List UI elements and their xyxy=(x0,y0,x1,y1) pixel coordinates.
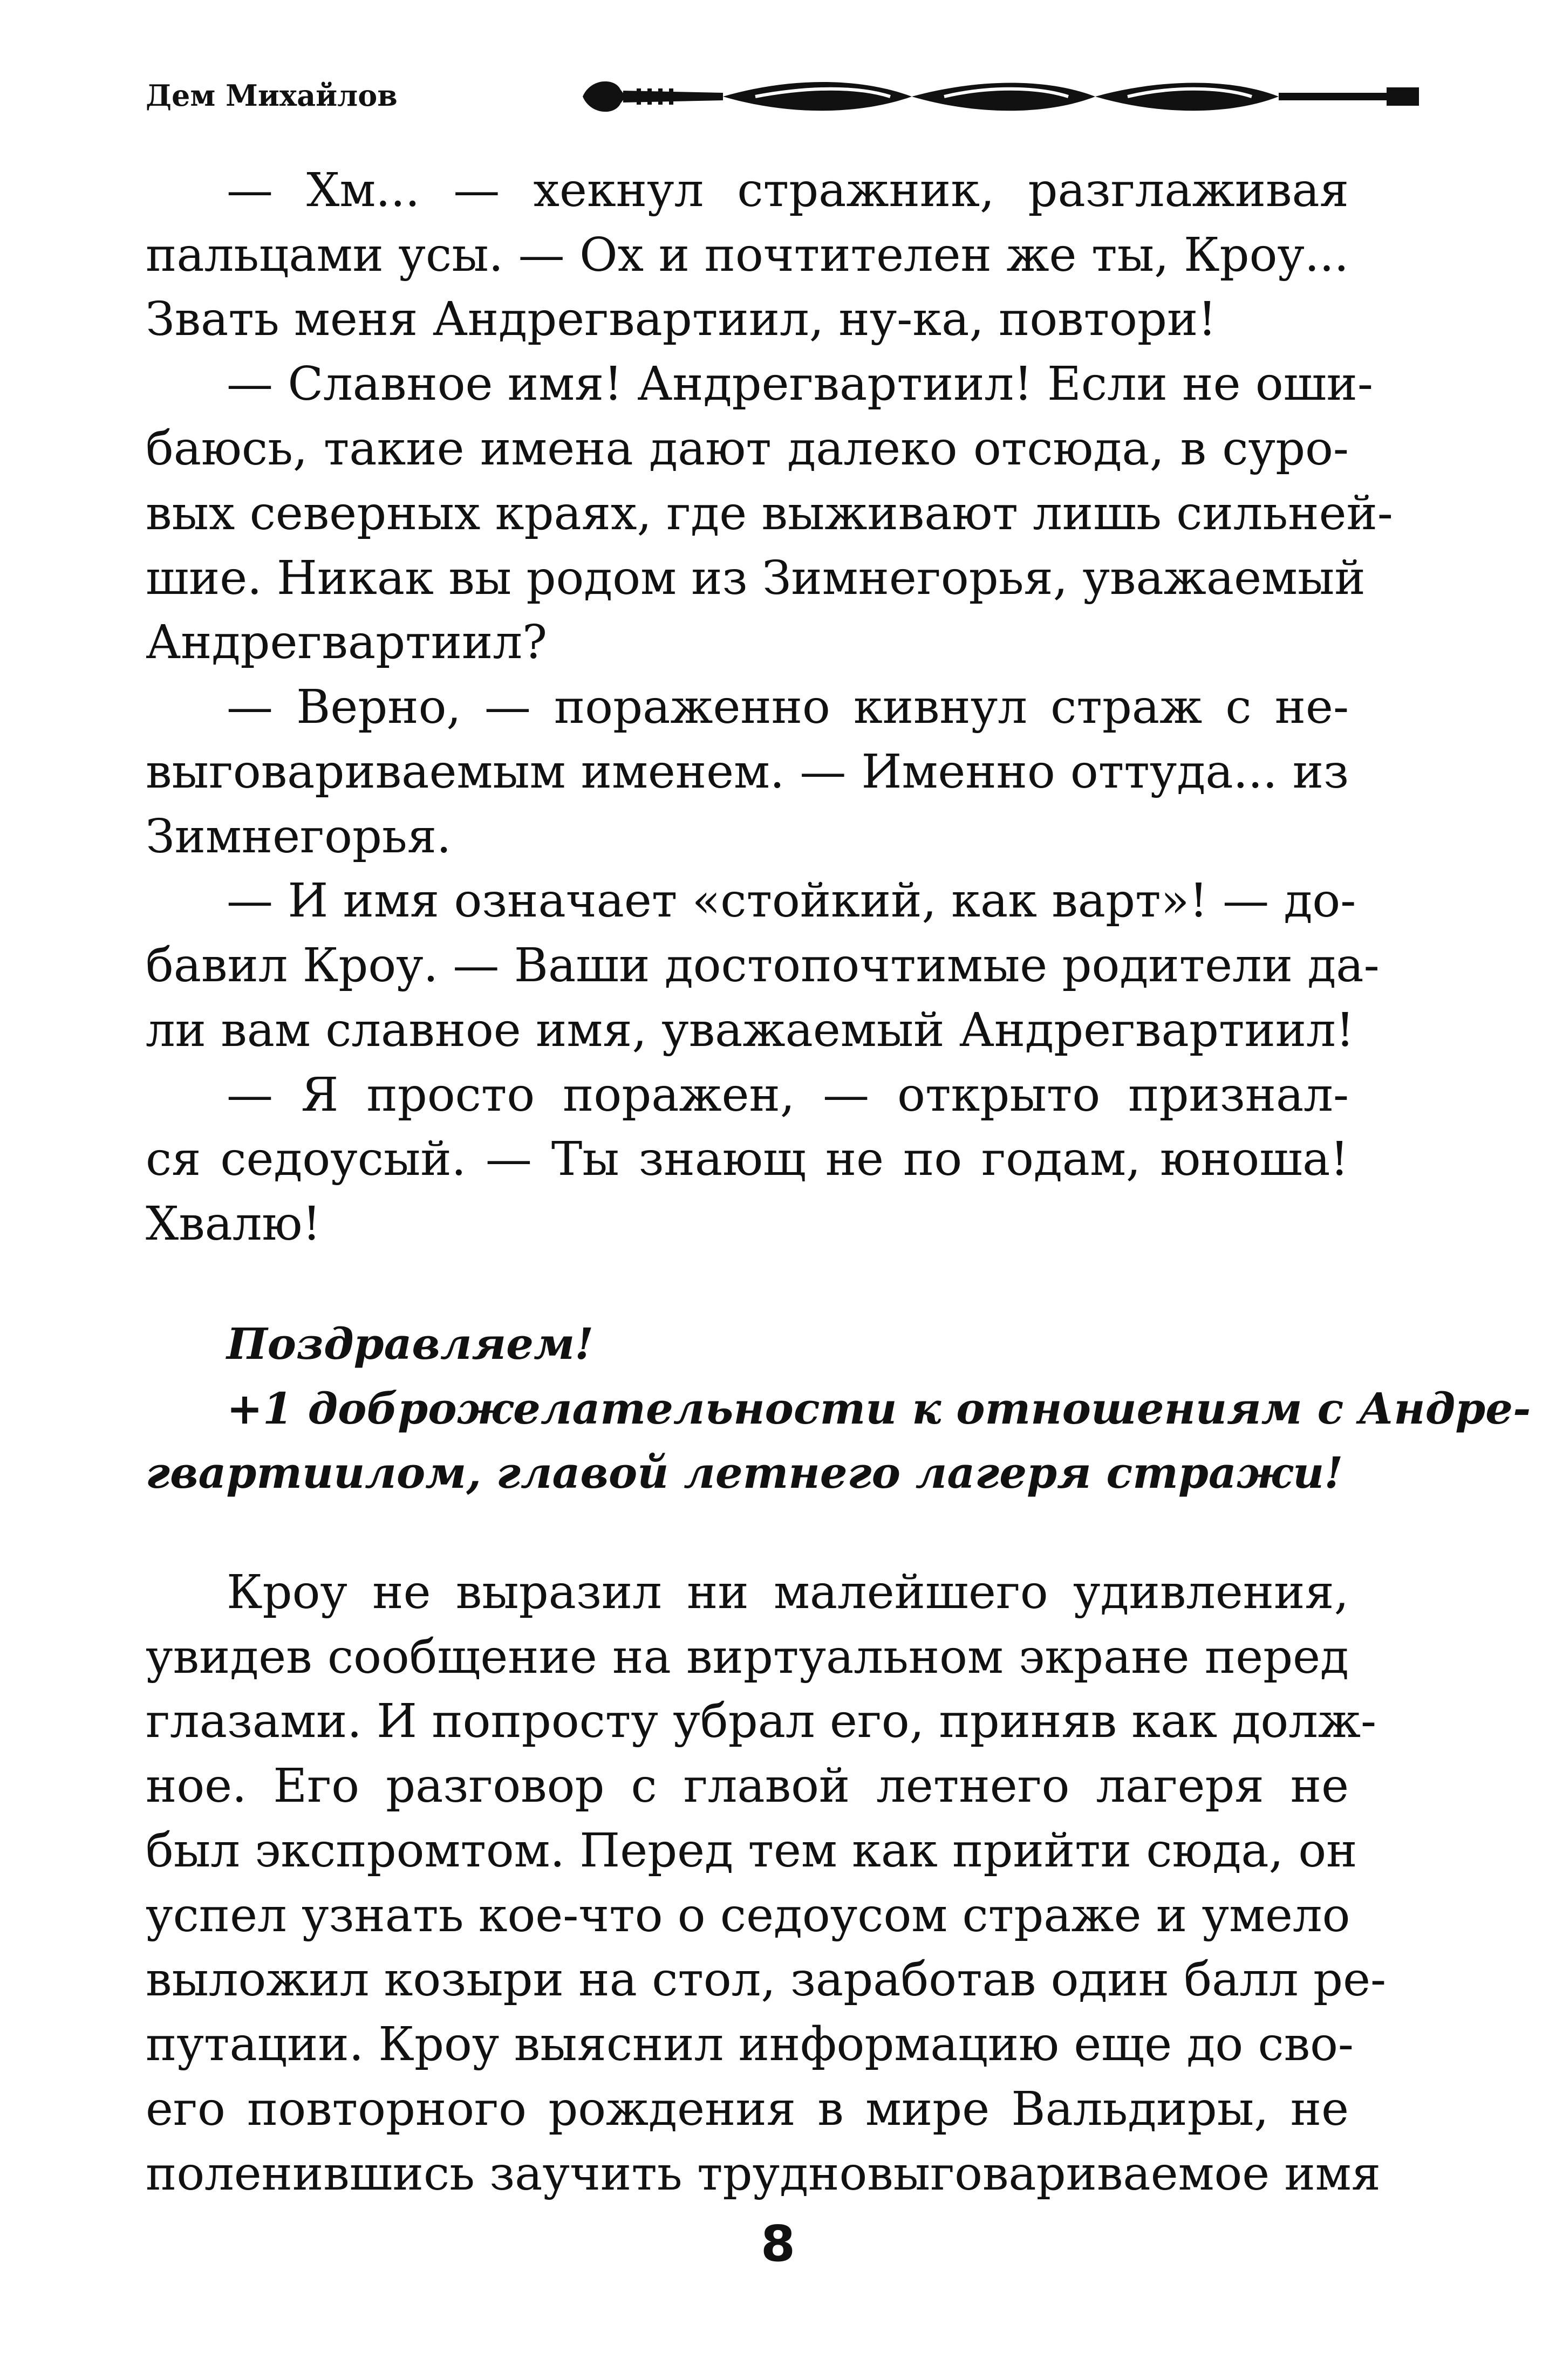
text-line: Кроу не выразил ни малейшего удивления, xyxy=(227,1565,1349,1619)
system-message-line: гвартиилом, главой летнего лагеря стражи! xyxy=(146,1447,1343,1498)
text-line: бавил Кроу. — Ваши достопочтимые родители да- xyxy=(146,939,1380,993)
text-line: глазами. И попросту убрал его, приняв как долж- xyxy=(146,1694,1377,1748)
text-line: его повторного рождения в мире Вальдиры, не xyxy=(146,2082,1349,2136)
text-line: баюсь, такие имена дают далеко отсюда, в суро- xyxy=(146,422,1349,476)
page-number: 8 xyxy=(760,2215,795,2273)
text-line: выложил козыри на стол, заработав один балл ре- xyxy=(146,1953,1387,2007)
text-line: шие. Никак вы родом из Зимнегорья, уважаемый xyxy=(146,551,1366,605)
text-line: — Я просто поражен, — открыто признал- xyxy=(227,1068,1349,1122)
text-line: Хвалю! xyxy=(146,1197,321,1251)
system-message-line: +1 доброжелательности к отношениям с Андре- xyxy=(227,1383,1531,1434)
text-line: путации. Кроу выяснил информацию еще до сво- xyxy=(146,2017,1354,2071)
author-name: Дем Михайлов xyxy=(146,78,398,113)
text-line: — Верно, — пораженно кивнул страж с не- xyxy=(227,680,1349,734)
text-line: Андрегвартиил? xyxy=(146,615,548,669)
text-line: — Славное имя! Андрегвартиил! Если не оши- xyxy=(227,357,1373,411)
text-line: выговариваемым именем. — Именно оттуда... из xyxy=(146,745,1349,799)
text-line: был экспромтом. Перед тем как прийти сюда, он xyxy=(146,1824,1357,1878)
text-line: — Хм... — хекнул стражник, разглаживая xyxy=(227,163,1349,217)
text-line: ли вам славное имя, уважаемый Андрегвартиил! xyxy=(146,1003,1355,1057)
text-line: — И имя означает «стойкий, как варт»! — до- xyxy=(227,874,1356,928)
text-line: Зимнегорья. xyxy=(146,810,452,864)
rope-ornament-icon xyxy=(577,72,1424,121)
text-line: пальцами усы. — Ох и почтителен же ты, Кроу... xyxy=(146,228,1349,282)
text-line: поленившись заучить трудновыговариваемое имя xyxy=(146,2147,1381,2201)
text-line: вых северных краях, где выживают лишь сильней- xyxy=(146,487,1393,541)
text-line: ное. Его разговор с главой летнего лагеря не xyxy=(146,1759,1349,1813)
system-message-title: Поздравляем! xyxy=(227,1318,594,1369)
text-line: успел узнать кое-что о седоусом страже и умело xyxy=(146,1889,1350,1943)
text-line: Звать меня Андрегвартиил, ну-ка, повтори! xyxy=(146,292,1217,346)
running-head xyxy=(146,72,1424,121)
text-line: ся седоусый. — Ты знающ не по годам, юноша! xyxy=(146,1132,1349,1186)
text-line: увидев сообщение на виртуальном экране перед xyxy=(146,1630,1349,1684)
